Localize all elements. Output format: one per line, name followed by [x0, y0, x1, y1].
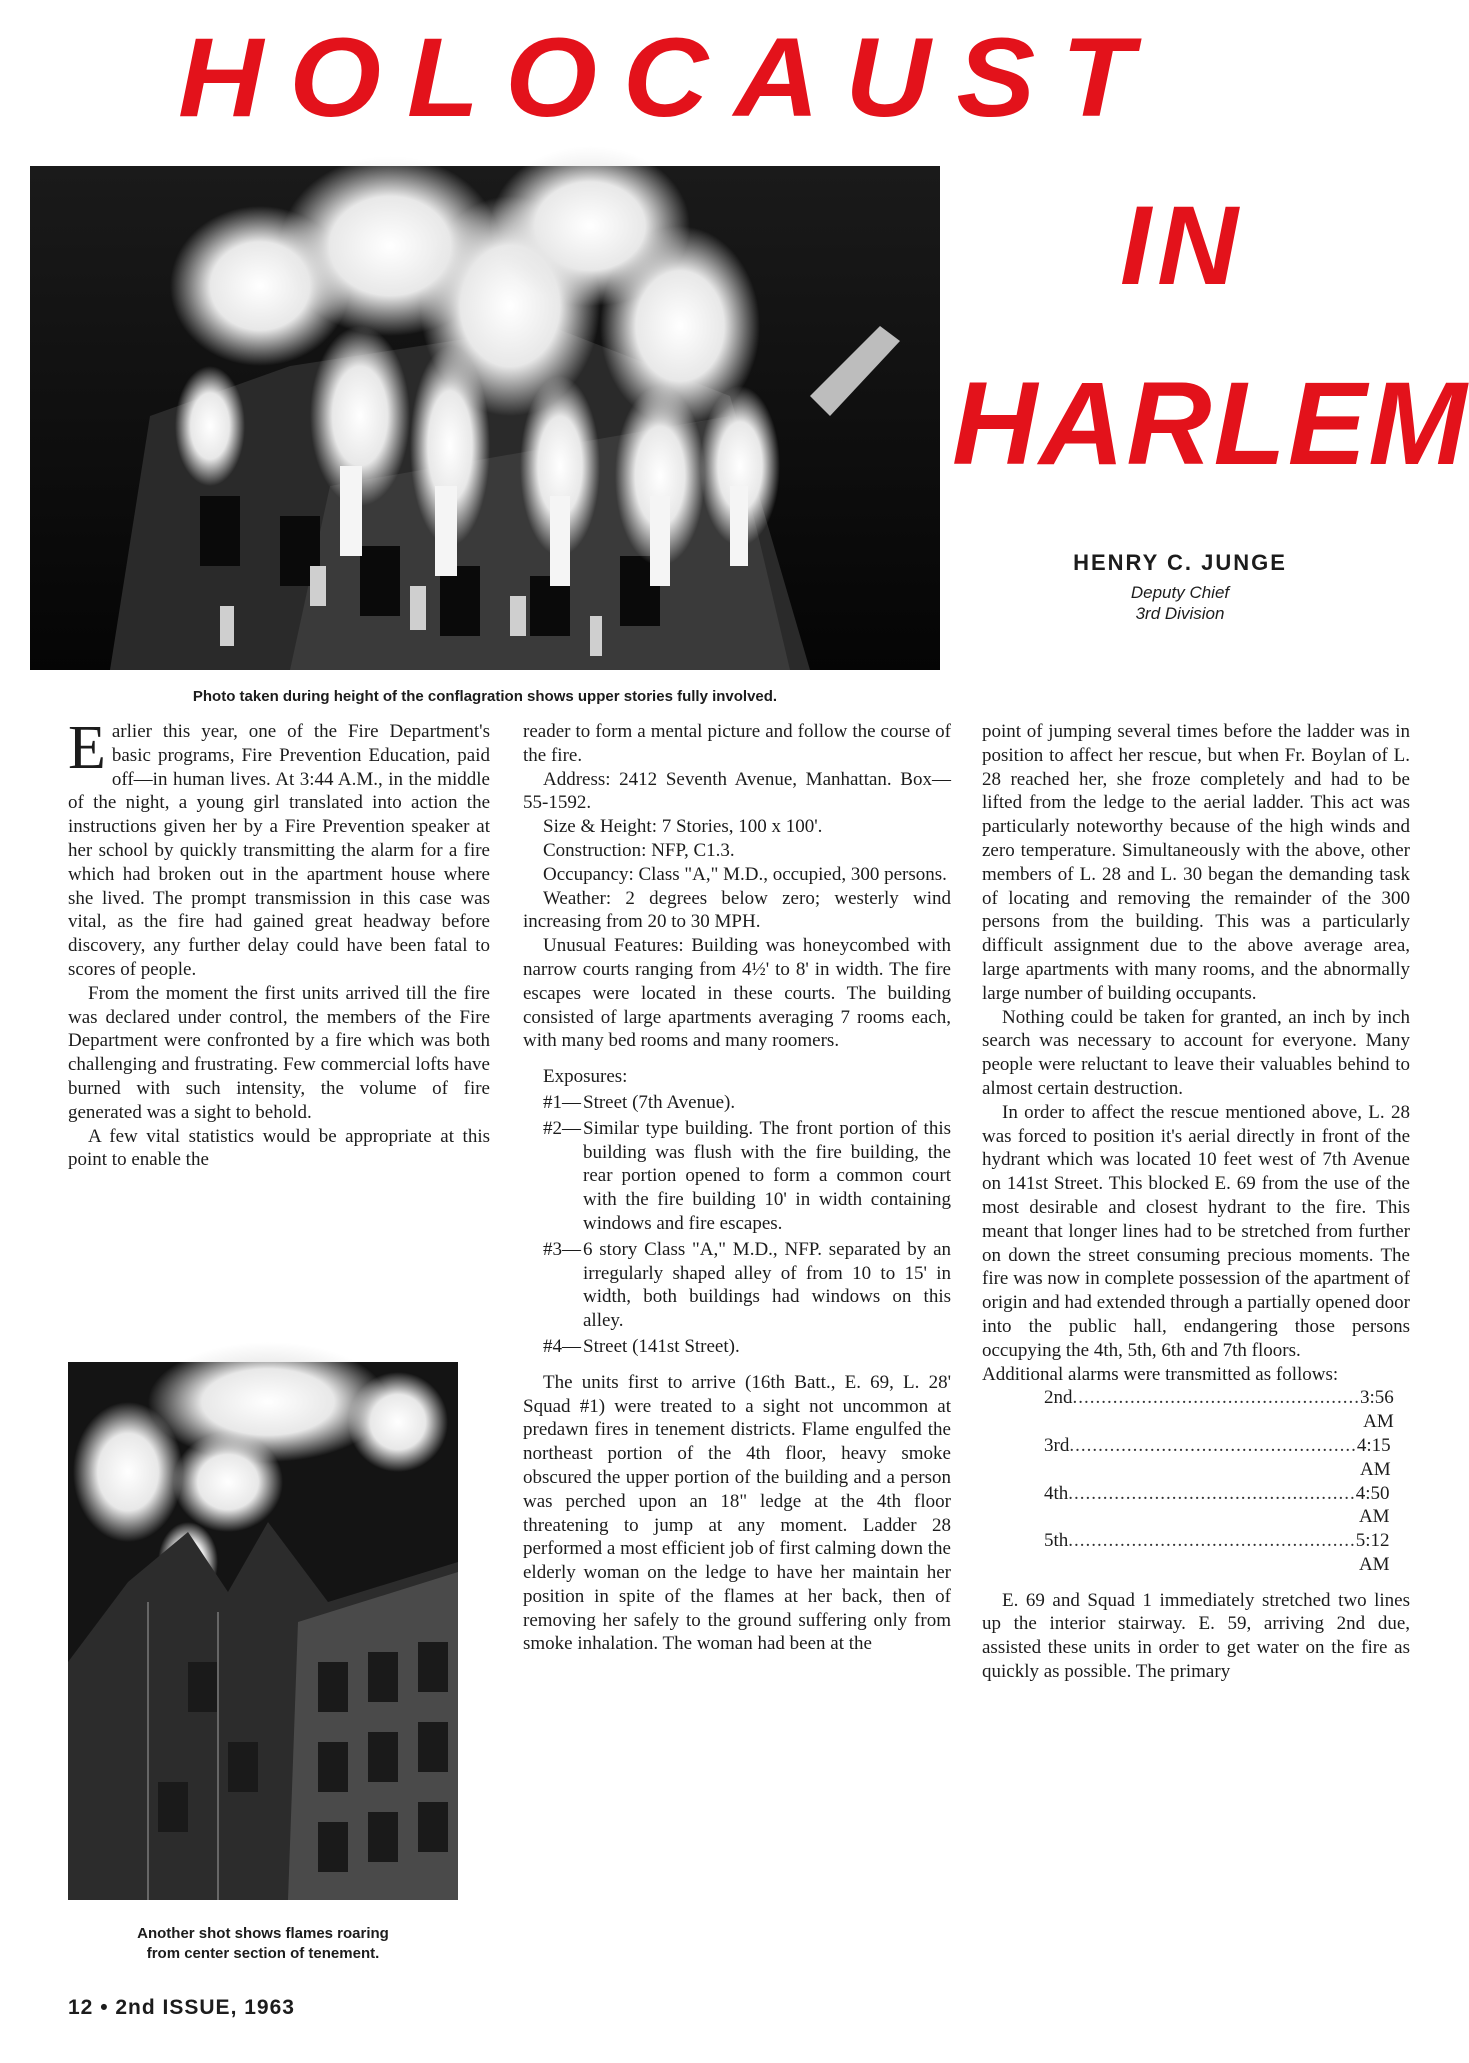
author-division: 3rd Division	[1135, 604, 1225, 623]
exposure-text: Similar type building. The front portion of this building was flush with the fire building, the rear portion opened to form a common court with the fire building 10' in width containing windows and fire escapes.	[583, 1117, 951, 1234]
alarms-intro: Additional alarms were transmitted as follows:	[982, 1363, 1339, 1385]
alarm-time: 5:12 AM	[1355, 1530, 1390, 1575]
occupancy-line: Occupancy: Class "A," M.D., occupied, 300 persons.	[543, 863, 947, 885]
leader-dots: ..................................................	[1068, 1482, 1356, 1504]
fire-photo-illustration	[30, 166, 940, 670]
caption-line: from center section of tenement.	[146, 1945, 380, 1962]
exposure-item	[523, 1335, 951, 1359]
exposure-item	[523, 1091, 951, 1115]
exposure-text: Street (141st Street).	[583, 1335, 740, 1357]
tenement-photo-illustration	[68, 1362, 458, 1900]
alarm-ordinal: 3rd	[1044, 1434, 1070, 1456]
headline-harlem: HARLEM	[952, 358, 1469, 490]
alarm-row	[982, 1386, 1394, 1434]
size-line: Size & Height: 7 Stories, 100 x 100'.	[543, 816, 823, 838]
article-column-3	[982, 720, 1410, 1684]
article-paragraph: A few vital statistics would be appropriate at this point to enable the	[68, 1125, 490, 1171]
author-title	[1020, 582, 1340, 624]
construction-line: Construction: NFP, C1.3.	[543, 839, 735, 861]
alarm-row	[982, 1529, 1390, 1577]
caption-line: Another shot shows flames roaring	[137, 1925, 389, 1942]
exposure-number: #2—	[543, 1117, 581, 1139]
alarm-ordinal: 5th	[1044, 1530, 1069, 1552]
second-photo-caption	[68, 1924, 458, 1964]
article-column-2	[523, 720, 951, 1656]
author-name: HENRY C. JUNGE	[1073, 550, 1287, 575]
main-photo-caption: Photo taken during height of the conflagration shows upper stories fully involved.	[192, 688, 778, 705]
intro-text: arlier this year, one of the Fire Department's basic programs, Fire Prevention Education, paid off—in human lives. At 3:44 A.M., in the middle of the night, a young girl translated into action the instructions given her by a Fire Prevention speaker at her school by quickly transmitting the alarm for a fire which had broken out in the apartment house where she lived. The prompt transmission in this case was vital, as the fire had gained great headway before discovery, any further delay could have been fatal to scores of people.	[68, 721, 490, 980]
headline-in: IN	[1120, 183, 1244, 308]
alarm-row	[982, 1434, 1391, 1482]
article-paragraph: The units first to arrive (16th Batt., E. 69, L. 28' Squad #1) were treated to a sight not uncommon at predawn fires in tenement districts. Flame engulfed the northeast portion of the 4th floor, heavy smoke obscured the upper portion of the building and a person was perched upon an 18" ledge at the 4th floor threatening to jump at any moment. Ladder 28 performed a most efficient job of first calming down the elderly woman on the ledge to have her maintain her position in spite of the flames at her back, then of removing her safely to the ground suffering only from smoke inhalation. The woman had been at the	[523, 1371, 951, 1655]
alarm-ordinal: 2nd	[1044, 1387, 1073, 1409]
article-intro-paragraph	[68, 714, 490, 982]
alarm-time: 4:50 AM	[1355, 1482, 1390, 1528]
address-line: Address: 2412 Seventh Avenue, Manhattan. Box—55-1592.	[523, 768, 951, 814]
article-paragraph: In order to affect the rescue mentioned above, L. 28 was forced to position it's aerial directly in front of the hydrant which was located 10 feet west of 7th Avenue on 141st Street. This blocked E. 69 from the use of the most desirable and closest hydrant to the fire. This meant that longer lines had to be stretched from further on down the street consuming precious moments. The fire was now in complete possession of the apartment of origin and had extended through a partially opened door into the public hall, endangering those persons occupying the 4th, 5th, 6th and 7th floors.	[982, 1101, 1410, 1361]
leader-dots: ..................................................	[1068, 1530, 1356, 1552]
exposure-item	[523, 1117, 951, 1236]
article-paragraph: From the moment the first units arrived till the fire was declared under control, the members of the Fire Department were confronted by a fire which was both challenging and frustrating. Few commercial lofts have burned with such intensity, the volume of fire generated was a sight to behold.	[68, 982, 490, 1123]
exposure-number: #1—	[543, 1091, 581, 1113]
alarm-row	[982, 1482, 1390, 1530]
article-paragraph: point of jumping several times before the ladder was in position to affect her rescue, but when Fr. Boylan of L. 28 reached her, she froze completely and had to be lifted from the ledge to the aerial ladder. This act was particularly noteworthy because of the high winds and zero temperature. Simultaneously with the above, other members of L. 28 and L. 30 began the demanding task of locating and removing the remainder of the 300 persons from the building. This was a particularly difficult assignment due to the above average area, large apartments with many rooms, and the abnormally large number of building occupants.	[982, 721, 1410, 1004]
weather-line: Weather: 2 degrees below zero; westerly wind increasing from 20 to 30 MPH.	[523, 887, 951, 933]
exposures-heading: Exposures:	[543, 1066, 628, 1088]
leader-dots: ..................................................	[1069, 1434, 1357, 1456]
exposure-item	[523, 1238, 951, 1333]
exposure-text: 6 story Class "A," M.D., NFP. separated by an irregularly shaped alley of from 10 to 15' in width, both buildings had windows on this alley.	[583, 1238, 951, 1332]
article-paragraph: E. 69 and Squad 1 immediately stretched two lines up the interior stairway. E. 59, arriving 2nd due, assisted these units in order to get water on the fire as quickly as possible. The primary	[982, 1589, 1410, 1683]
fire-building-photo	[30, 166, 940, 670]
alarm-time: 3:56 AM	[1360, 1387, 1394, 1433]
page-footer: 12 • 2nd ISSUE, 1963	[68, 1996, 295, 2019]
alarm-ordinal: 4th	[1044, 1482, 1069, 1504]
exposure-number: #4—	[543, 1335, 581, 1357]
unusual-features-line: Unusual Features: Building was honeycombed with narrow courts ranging from 4½' to 8' in width. The fire escapes were located in these courts. The building consisted of large apartments averaging 7 rooms each, with many bed rooms and many roomers.	[523, 935, 951, 1052]
tenement-fire-photo	[68, 1362, 458, 1900]
article-paragraph: Nothing could be taken for granted, an inch by inch search was necessary to account for everyone. Many people were reluctant to leave their valuables behind to almost certain destruction.	[982, 1006, 1410, 1099]
exposure-text: Street (7th Avenue).	[583, 1091, 736, 1113]
alarm-time: 4:15 AM	[1356, 1434, 1391, 1480]
exposure-number: #3—	[543, 1238, 581, 1260]
drop-cap: E	[68, 714, 106, 782]
leader-dots: ..................................................	[1072, 1387, 1360, 1409]
headline-holocaust: HOLOCAUST	[178, 15, 1160, 141]
author-rank: Deputy Chief	[1130, 583, 1230, 602]
article-column-1	[68, 714, 490, 1172]
article-paragraph: reader to form a mental picture and follow the course of the fire.	[523, 721, 951, 766]
